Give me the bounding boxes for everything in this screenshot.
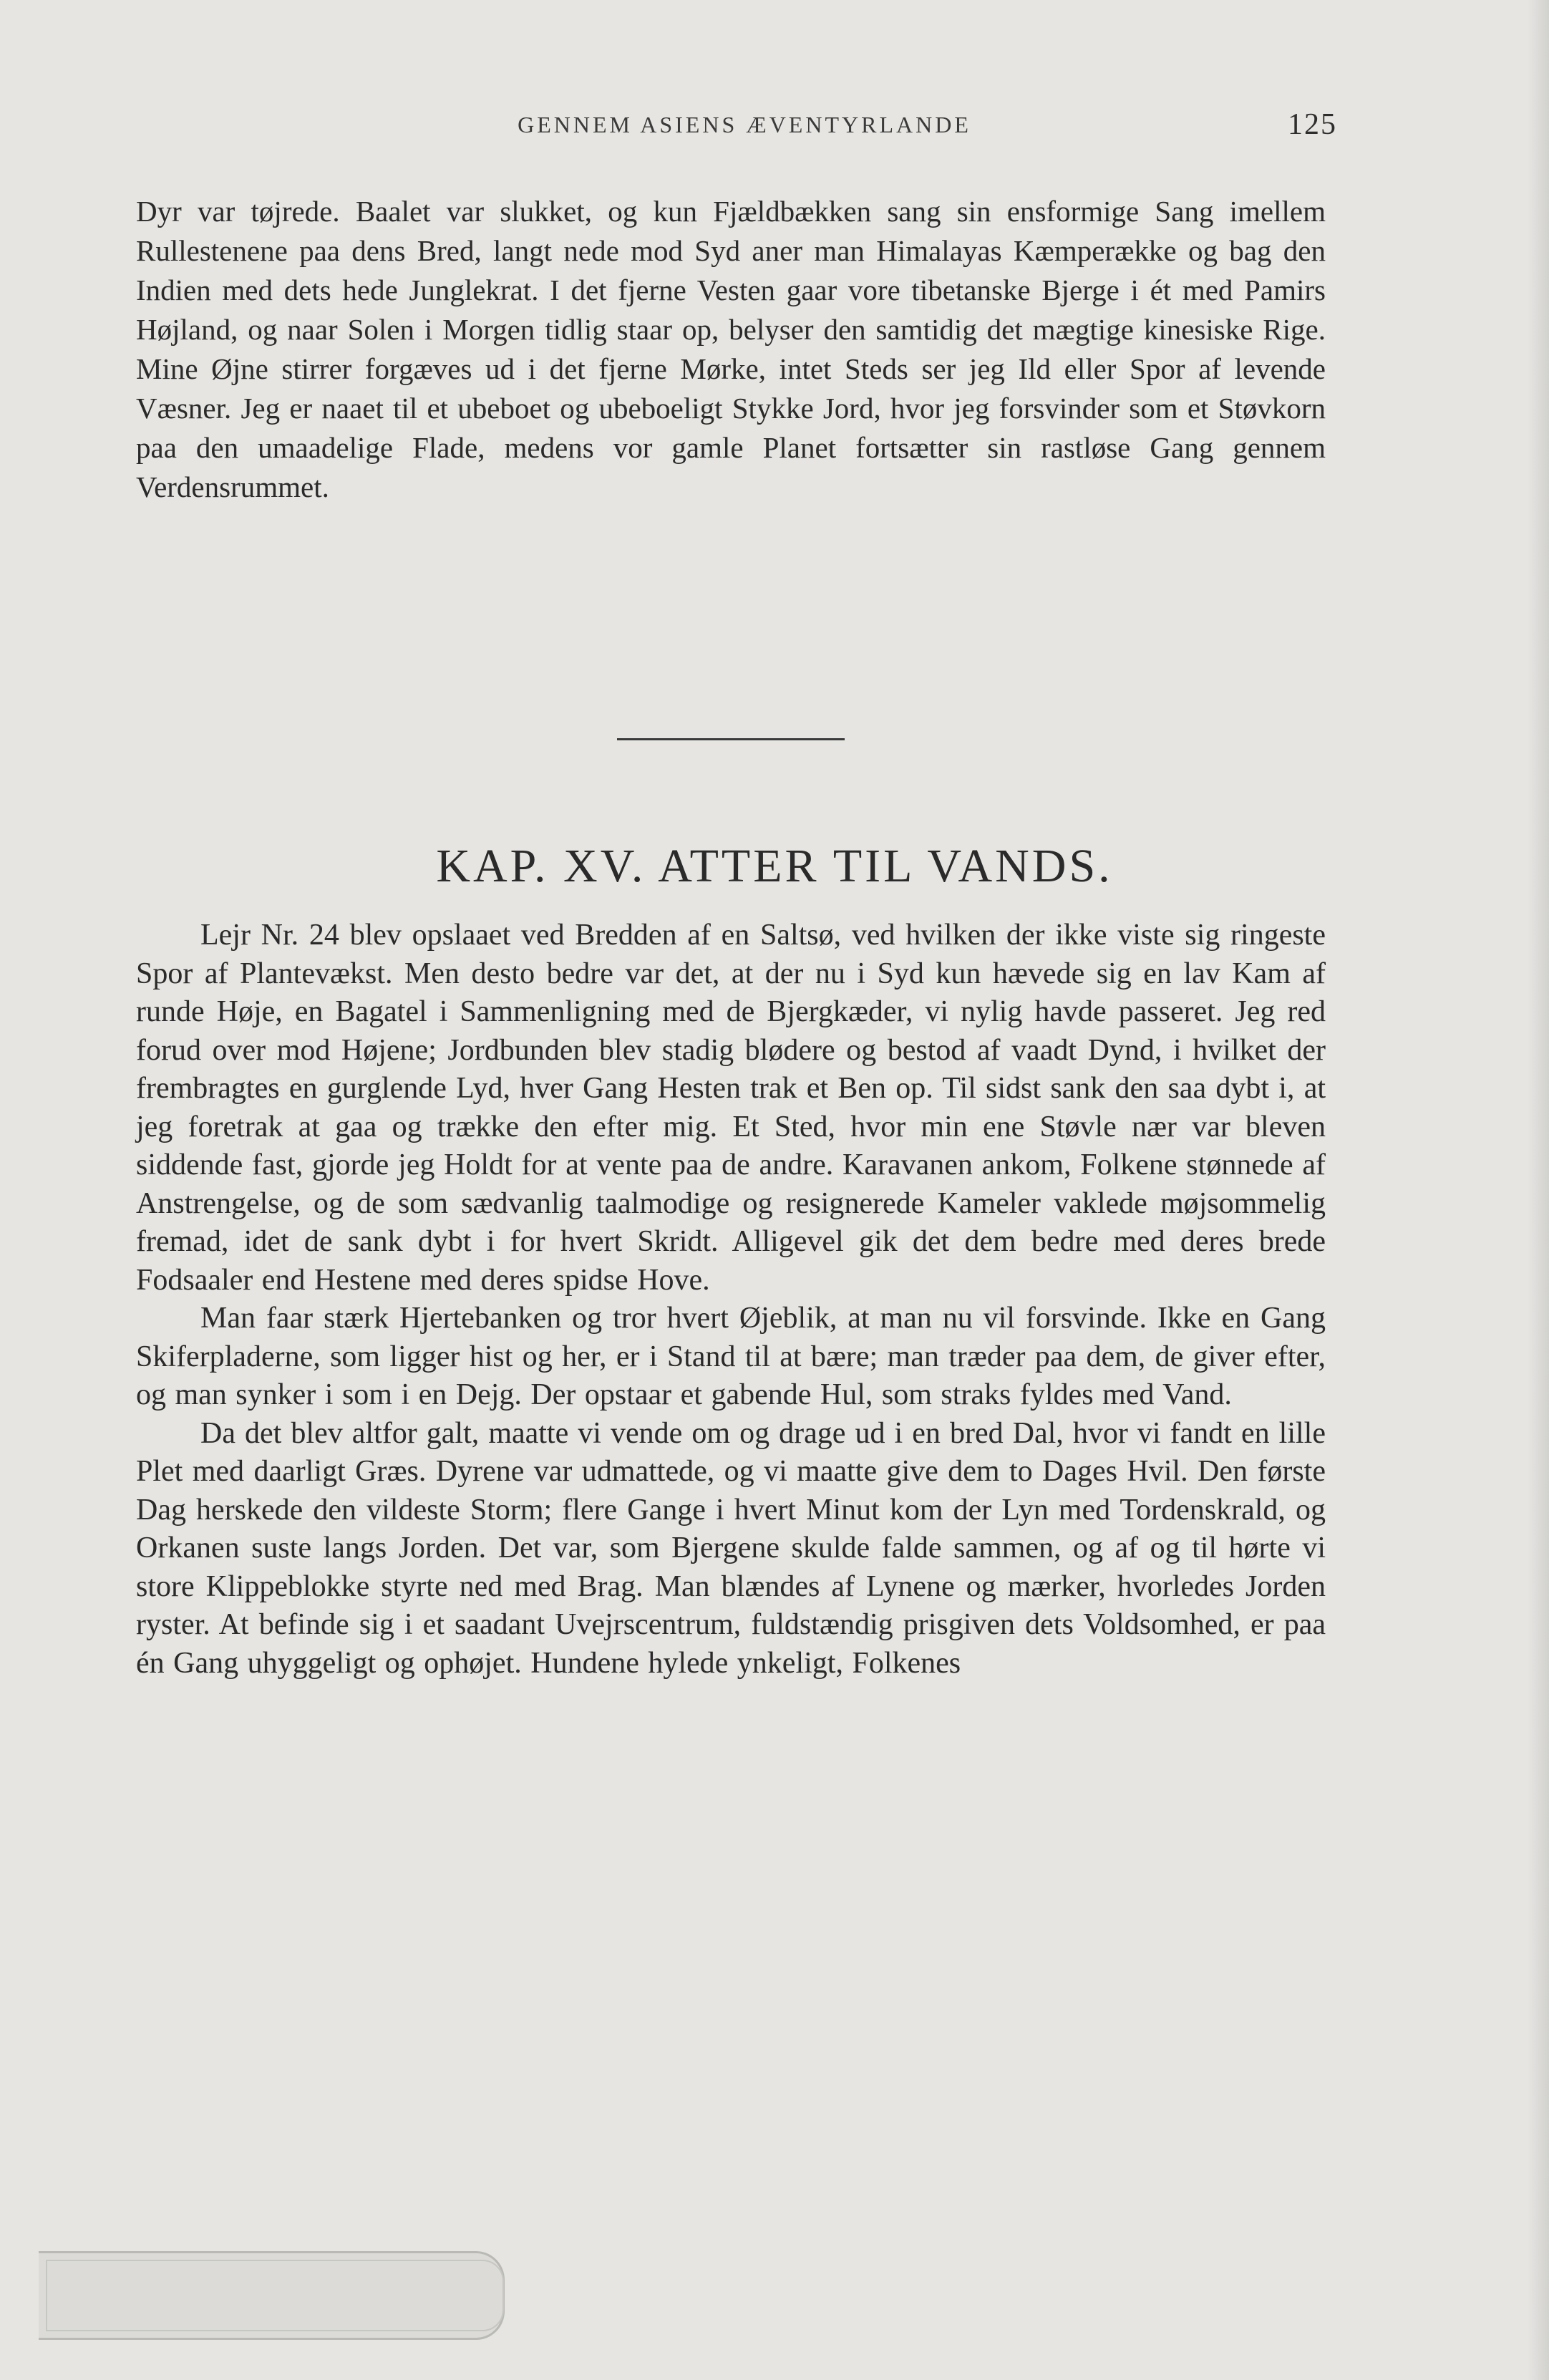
chapter-heading: KAP. XV. ATTER TIL VANDS. bbox=[436, 840, 1113, 892]
continuation-text: Dyr var tøjrede. Baalet var slukket, og kun Fjældbækken sang sin ensformige Sang imellem Rullestenene paa dens Bred, langt nede mod Syd aner man Himalayas Kæmperække og bag den Indien med dets hede Junglekrat. I det fjerne Vesten gaar vore tibetanske Bjerge i ét med Pamirs Højland, og naar Solen i Morgen tidlig staar op, belyser den samtidig det mægtige kinesiske Rige. Mine Øjne stirrer forgæves ud i det fjerne Mørke, intet Steds ser jeg Ild eller Spor af levende Væsner. Jeg er naaet til et ubeboet og ubeboeligt Stykke Jord, hvor jeg forsvinder som et Støvkorn paa den umaadelige Flade, medens vor gamle Planet fortsætter sin rastløse Gang gennem Verdensrummet. bbox=[136, 195, 1326, 503]
chapter-body bbox=[136, 916, 1326, 1683]
chapter-paragraph: Da det blev altfor galt, maatte vi vende om og drage ud i en bred Dal, hvor vi fandt en lille Plet med daarligt Græs. Dyrene var udmattede, og vi maatte give dem to Dages Hvil. Den første Dag herskede den vildeste Storm; flere Gange i hvert Minut kom der Lyn med Tordenskrald, og Orkanen suste langs Jorden. Det var, som Bjergene skulde falde sammen, og af og til hørte vi store Klippeblokke styrte ned med Brag. Man blændes af Lynene og mærker, hvorledes Jorden ryster. At befinde sig i et saadant Uvejrscentrum, fuldstændig prisgiven dets Voldsomhed, er paa én Gang uhyggeligt og ophøjet. Hundene hylede ynkeligt, Folkenes bbox=[136, 1416, 1326, 1680]
page-number: 125 bbox=[1288, 108, 1337, 141]
continuation-paragraph bbox=[136, 192, 1326, 507]
running-title: GENNEM ASIENS ÆVENTYRLANDE bbox=[518, 112, 971, 137]
section-divider bbox=[617, 738, 845, 740]
page-edge-shadow bbox=[1528, 0, 1549, 2380]
library-label-stamp-inner bbox=[46, 2260, 504, 2331]
chapter-paragraph: Man faar stærk Hjertebanken og tror hvert Øjeblik, at man nu vil forsvinde. Ikke en Gang Skiferpladerne, som ligger hist og her, er i Stand til at bære; man træder paa dem, de giver efter, og man synker i som i en Dejg. Der opstaar et gabende Hul, som straks fyldes med Vand. bbox=[136, 1302, 1326, 1411]
chapter-paragraph: Lejr Nr. 24 blev opslaaet ved Bredden af en Saltsø, ved hvilken der ikke viste sig ringeste Spor af Plantevækst. Men desto bedre var det, at der nu i Syd kun hævede sig en lav Kam af runde Høje, en Bagatel i Sammenligning med de Bjergkæder, vi nylig havde passeret. Jeg red forud over mod Højene; Jordbunden blev stadig blødere og bestod af vaadt Dynd, i hvilket der frembragtes en gurglende Lyd, hver Gang Hesten trak et Ben op. Til sidst sank den saa dybt i, at jeg foretrak at gaa og trække den efter mig. Et Sted, hvor min ene Støvle nær var bleven siddende fast, gjorde jeg Holdt for at vente paa de andre. Karavanen ankom, Folkene stønnede af Anstrengelse, og de som sædvanlig taalmodige og resignerede Kameler vaklede møjsommelig fremad, idet de sank dybt i for hvert Skridt. Alligevel gik det dem bedre med deres brede Fodsaaler end Hestene med deres spidse Hove. bbox=[136, 919, 1326, 1297]
